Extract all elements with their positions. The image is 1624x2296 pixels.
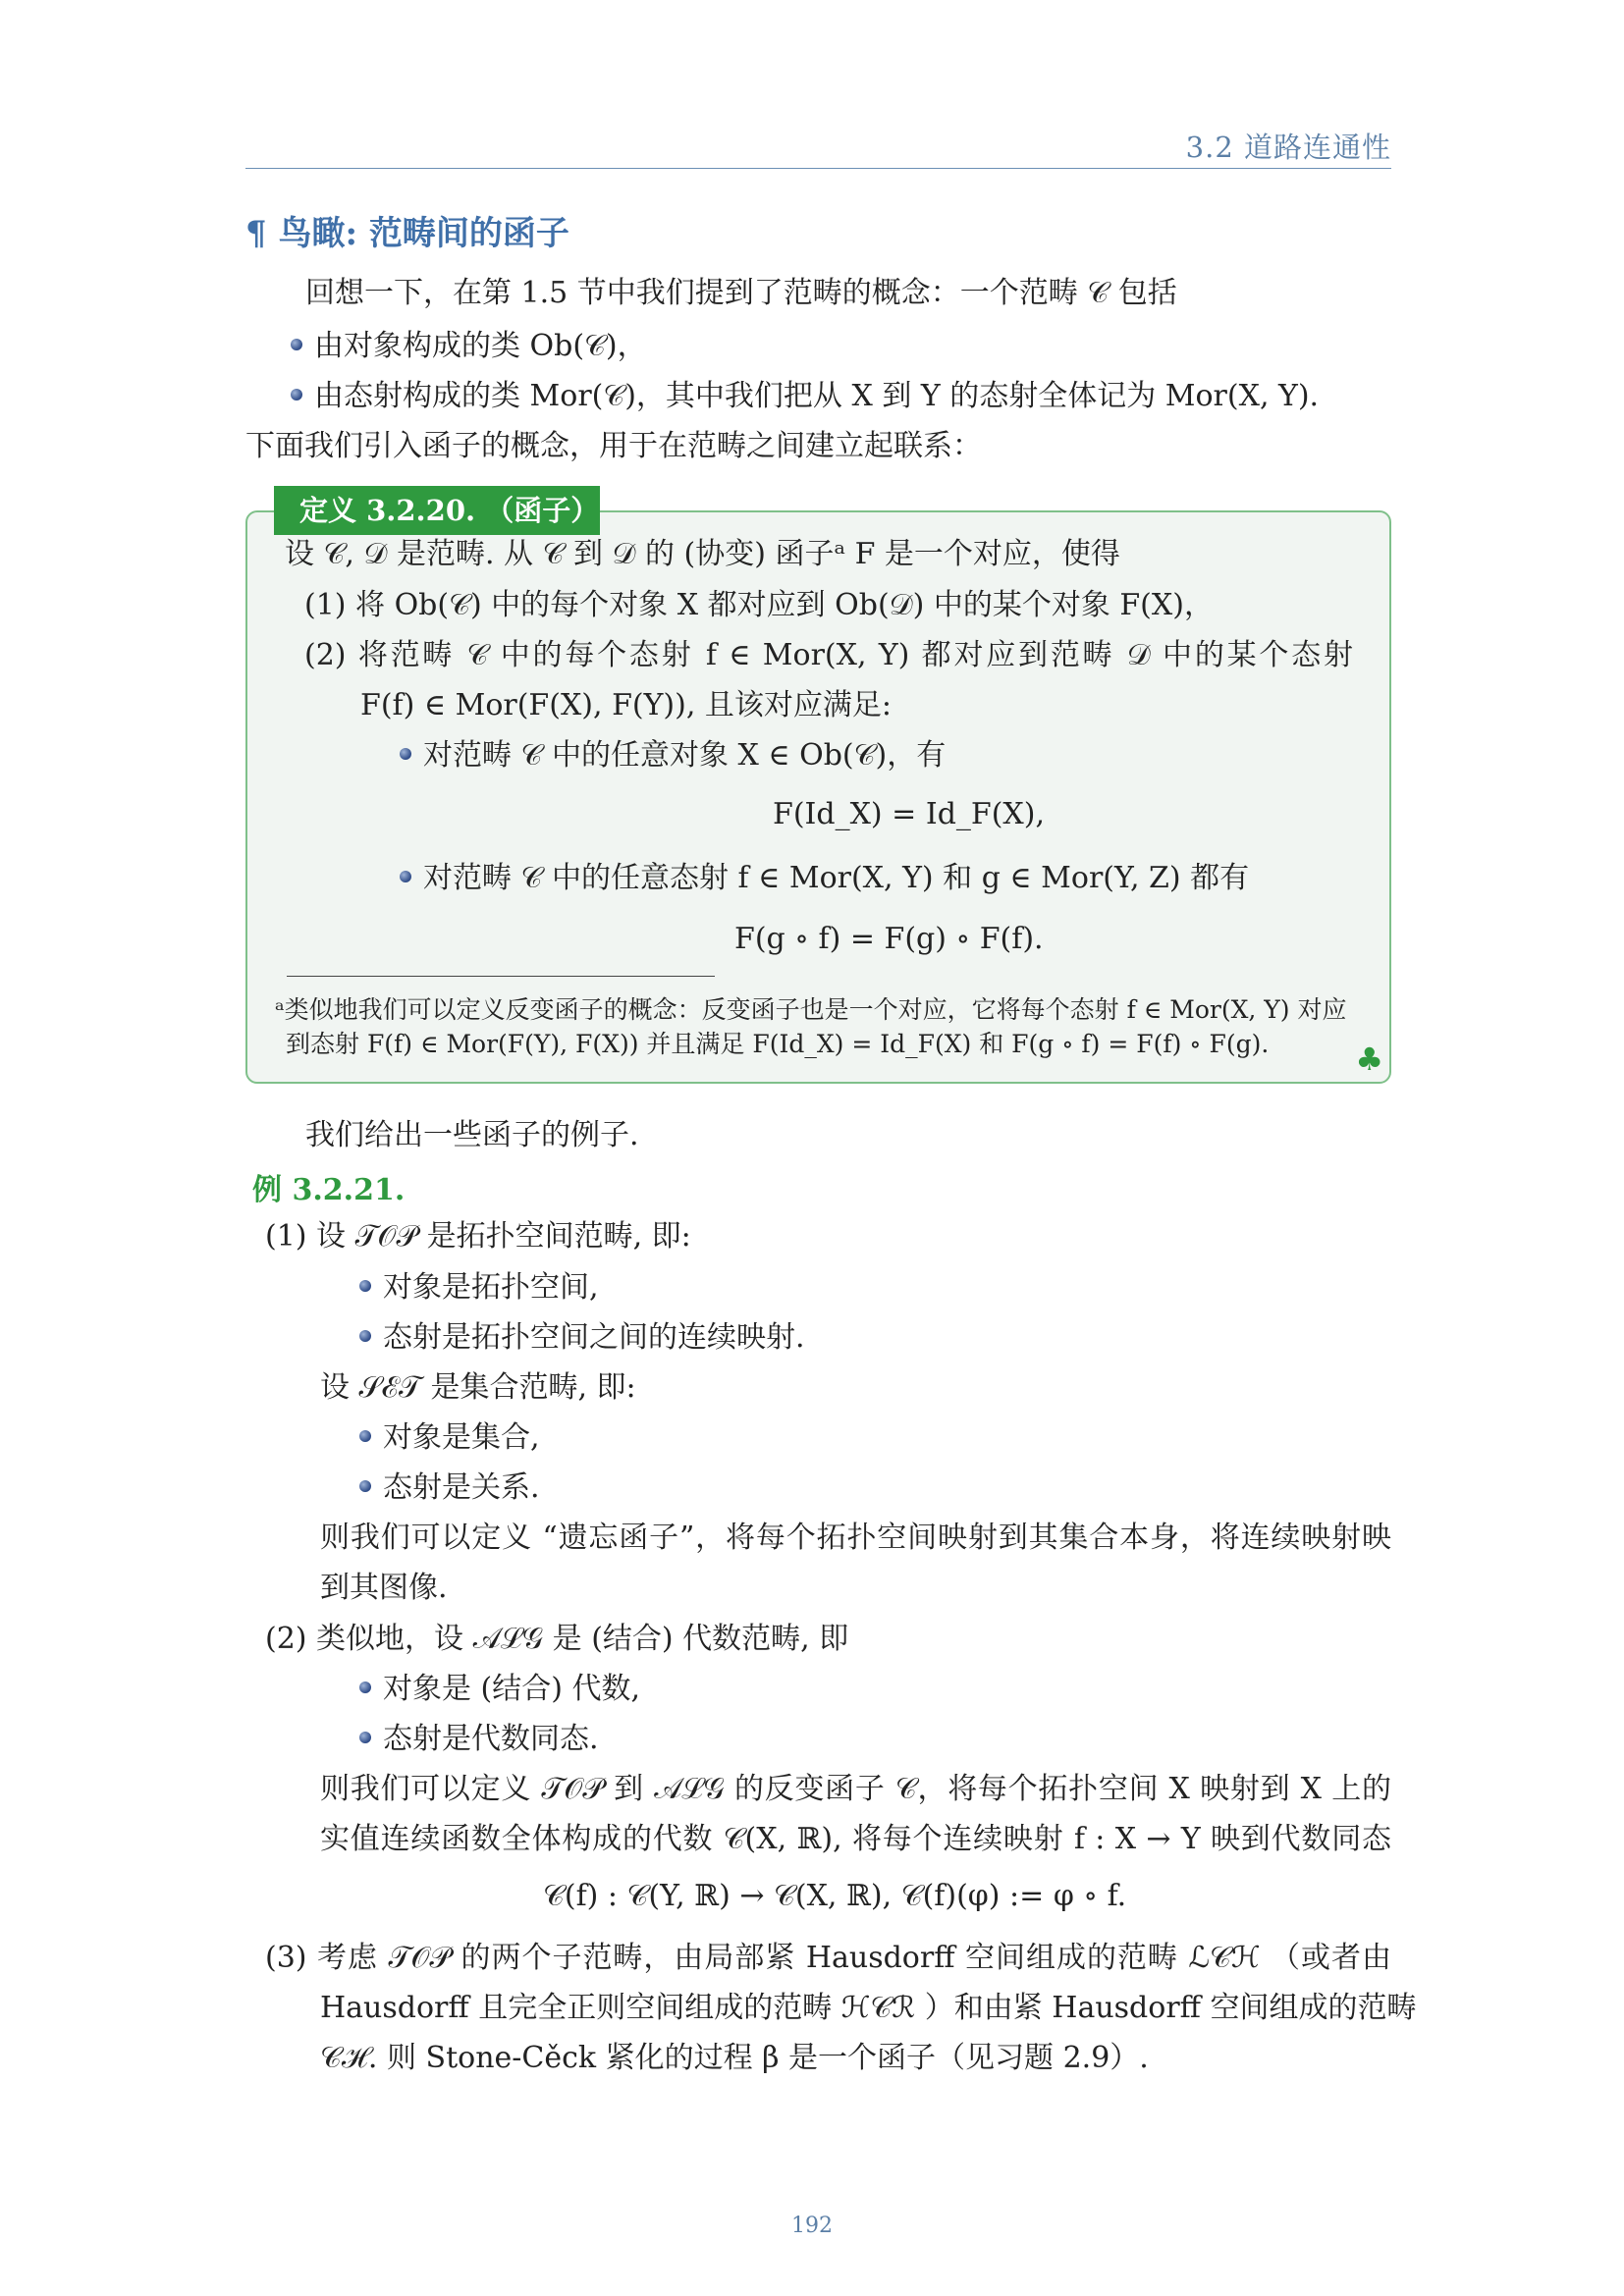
bullet-icon bbox=[359, 1732, 371, 1743]
intro-bullet-1: 由对象构成的类 Ob(𝒞)， bbox=[291, 327, 647, 366]
example-1-conclusion-1: 则我们可以定义 “遗忘函子”，将每个拓扑空间映射到其集合本身，将连续映射映 bbox=[320, 1521, 1391, 1555]
bullet-icon bbox=[359, 1330, 371, 1342]
definition-lead: 设 𝒞, 𝒟 是范畴. 从 𝒞 到 𝒟 的 (协变) 函子ᵃ F 是一个对应，使得 bbox=[285, 537, 1120, 571]
header-rule bbox=[245, 168, 1391, 169]
example-1-bullet-1: 对象是拓扑空间, bbox=[359, 1268, 599, 1308]
definition-item-2a: (2) 将范畴 𝒞 中的每个态射 f ∈ Mor(X, Y) 都对应到范畴 𝒟 中的某个态射 bbox=[304, 638, 1353, 672]
example-1-lead: (1) 设 𝒯𝒪𝒫 是拓扑空间范畴, 即: bbox=[265, 1219, 691, 1254]
running-header: 3.2 道路连通性 bbox=[1185, 131, 1391, 164]
bullet-icon bbox=[291, 389, 302, 400]
example-1-bullet-4: 态射是关系. bbox=[359, 1468, 540, 1508]
definition-equation-1: F(Id_X) = Id_F(X), bbox=[773, 797, 1046, 831]
bullet-icon bbox=[400, 748, 411, 760]
definition-item-2b: F(f) ∈ Mor(F(X), F(Y)), 且该对应满足: bbox=[360, 688, 892, 722]
bullet-icon bbox=[400, 871, 411, 882]
intro-line-2: 下面我们引入函子的概念，用于在范畴之间建立起联系： bbox=[245, 429, 982, 463]
footnote-line-1: ᵃ类似地我们可以定义反变函子的概念：反变函子也是一个对应，它将每个态射 f ∈ Mor(X, Y) 对应 bbox=[275, 995, 1347, 1024]
example-1-conclusion-2: 到其图像. bbox=[320, 1571, 448, 1605]
example-3-line-2: Hausdorff 且完全正则空间组成的范畴 ℋ𝒞ℛ ）和由紧 Hausdorff 空间组成的范畴 bbox=[320, 1991, 1417, 2025]
example-3-line-3: 𝒞ℋ. 则 Stone-Cěck 紧化的过程 β 是一个函子（见习题 2.9）. bbox=[320, 2041, 1149, 2075]
club-end-icon: ♣ bbox=[1355, 1041, 1383, 1078]
definition-sub-2: 对范畴 𝒞 中的任意态射 f ∈ Mor(X, Y) 和 g ∈ Mor(Y, Z) 都有 bbox=[400, 859, 1249, 898]
section-heading: ¶ 鸟瞰: 范畴间的函子 bbox=[245, 214, 569, 253]
example-2-bullet-2: 态射是代数同态. bbox=[359, 1720, 599, 1759]
footnote-rule bbox=[287, 976, 715, 977]
example-2-lead: (2) 类似地，设 𝒜ℒ𝒢 是 (结合) 代数范畴, 即 bbox=[265, 1622, 849, 1656]
bullet-icon bbox=[359, 1480, 371, 1492]
intro-line-1: 回想一下，在第 1.5 节中我们提到了范畴的概念：一个范畴 𝒞 包括 bbox=[305, 276, 1177, 310]
bullet-icon bbox=[359, 1430, 371, 1442]
intro-bullet-2: 由态射构成的类 Mor(𝒞)，其中我们把从 X 到 Y 的态射全体记为 Mor(X, Y). bbox=[291, 377, 1319, 416]
page-number: 192 bbox=[791, 2214, 833, 2238]
definition-item-1: (1) 将 Ob(𝒞) 中的每个对象 X 都对应到 Ob(𝒟) 中的某个对象 F(X)， bbox=[304, 588, 1214, 622]
example-1-bullet-2: 态射是拓扑空间之间的连续映射. bbox=[359, 1318, 805, 1358]
footnote-line-2: 到态射 F(f) ∈ Mor(F(Y), F(X)) 并且满足 F(Id_X) = Id_F(X) 和 F(g ∘ f) = F(f) ∘ F(g). bbox=[286, 1030, 1270, 1058]
example-2-equation: 𝒞(f) : 𝒞(Y, ℝ) → 𝒞(X, ℝ), 𝒞(f)(φ) := φ ∘ f. bbox=[543, 1879, 1127, 1913]
definition-sub-1: 对范畴 𝒞 中的任意对象 X ∈ Ob(𝒞)，有 bbox=[400, 736, 946, 775]
example-3-line-1: (3) 考虑 𝒯𝒪𝒫 的两个子范畴，由局部紧 Hausdorff 空间组成的范畴 ℒ𝒞ℋ （或者由 bbox=[265, 1941, 1391, 1975]
bullet-icon bbox=[359, 1682, 371, 1693]
definition-equation-2: F(g ∘ f) = F(g) ∘ F(f). bbox=[734, 922, 1044, 956]
example-2-conclusion-1: 则我们可以定义 𝒯𝒪𝒫 到 𝒜ℒ𝒢 的反变函子 𝒞，将每个拓扑空间 X 映射到 X 上的 bbox=[320, 1772, 1391, 1806]
transition-text: 我们给出一些函子的例子. bbox=[305, 1118, 639, 1152]
example-2-conclusion-2: 实值连续函数全体构成的代数 𝒞(X, ℝ), 将每个连续映射 f : X → Y 映到代数同态 bbox=[320, 1822, 1391, 1856]
example-2-bullet-1: 对象是 (结合) 代数, bbox=[359, 1670, 640, 1709]
example-1-set: 设 𝒮ℰ𝒯 是集合范畴, 即: bbox=[320, 1370, 636, 1405]
bullet-icon bbox=[359, 1280, 371, 1292]
definition-title: 定义 3.2.20. （函子） bbox=[274, 486, 600, 535]
example-1-bullet-3: 对象是集合, bbox=[359, 1418, 540, 1458]
example-label: 例 3.2.21. bbox=[252, 1173, 406, 1207]
bullet-icon bbox=[291, 339, 302, 350]
